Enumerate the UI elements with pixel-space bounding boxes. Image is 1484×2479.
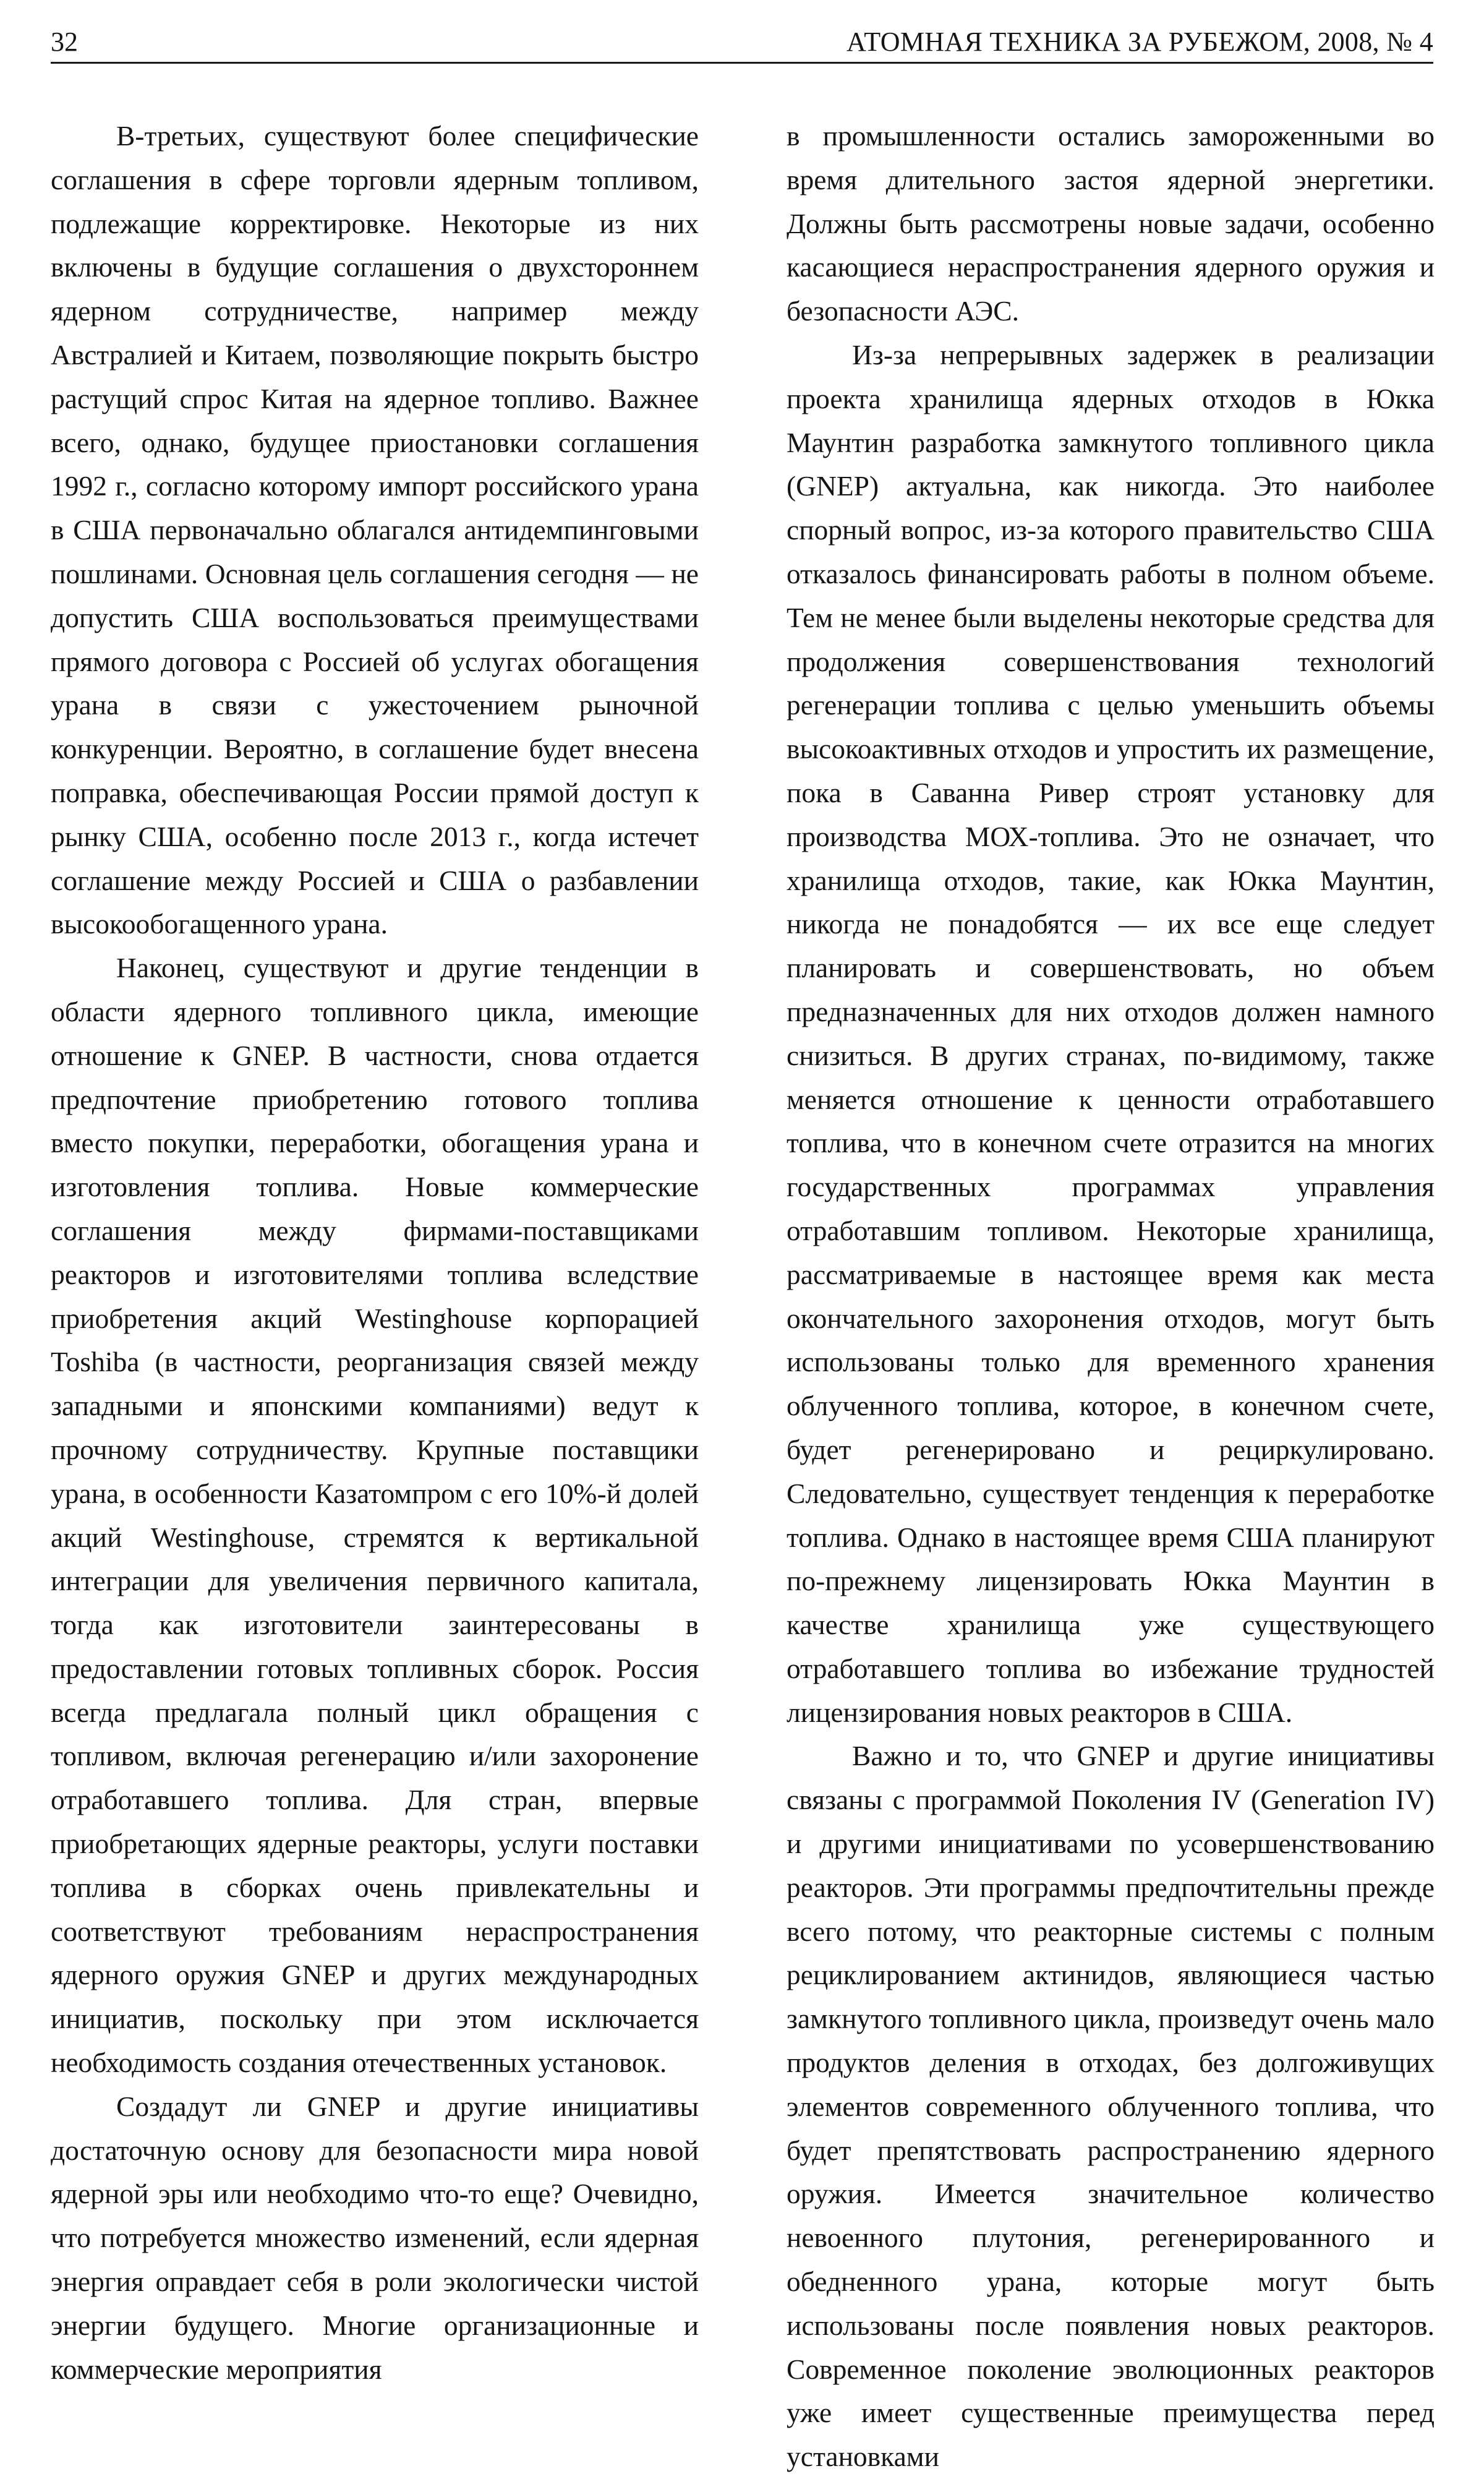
page-number: 32 — [51, 27, 78, 57]
paragraph-fuel-cycle-trends: Наконец, существуют и другие тенденции в области ядерного топливного цикла, имеющие отношение к GNEP. В частности, снова отдается предпочтение приобретению готового топлива вместо покупки, переработки, обогащения урана и изготовления топлива. Новые коммерческие соглашения между фирмами-поставщиками реакторов и изготовителями топлива вследствие приобретения акций Westinghouse корпорацией Toshiba (в частности, реорганизация связей между западными и японскими компаниями) ведут к прочному сотрудничеству. Крупные поставщики урана, в особенности Казатомпром с его 10%-й долей акций Westinghouse, стремятся к вертикальной интеграции для увеличения первичного капитала, тогда как изготовители заинтересованы в предоставлении готовых топливных сборок. Россия всегда предлагала полный цикл обращения с топливом, включая регенерацию и/или захоронение отработавшего топлива. Для стран, впервые приобретающих ядерные реакторы, услуги поставки топлива в сборках очень привлекательны и соответствуют требованиям нераспространения ядерного оружия GNEP и других международных инициатив, поскольку при этом исключается необходимость создания отечественных установок. — [51, 952, 699, 2079]
journal-reference: АТОМНАЯ ТЕХНИКА ЗА РУБЕЖОМ, 2008, № 4 — [846, 27, 1433, 57]
paragraph-third-point: В-третьих, существуют более специфические соглашения в сфере торговли ядерным топливом, подлежащие корректировке. Некоторые из них включены в будущие соглашения о двухстороннем ядерном сотрудничестве, например между Австралией и Китаем, позволяющие покрыть быстро растущий спрос Китая на ядерное топливо. Важнее всего, однако, будущее приостановки соглашения 1992 г., согласно которому импорт российского урана в США первоначально облагался антидемпинговыми пошлинами. Основная цель соглашения сегодня — не допустить США воспользоваться преимуществами прямого договора с Россией об услугах обогащения урана в связи с ужесточением рыночной конкуренции. Вероятно, в соглашение будет внесена поправка, обеспечивающая России прямой доступ к рынку США, особенно после 2013 г., когда истечет соглашение между Россией и США о разбавлении высокообогащенного урана. — [51, 120, 699, 940]
paragraph-continued: в промышленности остались замороженными во время длительного застоя ядерной энергетики. Должны быть рассмотрены новые задачи, особенно касающиеся нераспространения ядерного оружия и безопасности АЭС. — [787, 120, 1435, 327]
paragraph-yucca-mountain: Из-за непрерывных задержек в реализации проекта хранилища ядерных отходов в Юкка Маунтин разработка замкнутого топливного цикла (GNEP) актуальна, как никогда. Это наиболее спорный вопрос, из-за которого правительство США отказалось финансировать работы в полном объеме. Тем не менее были выделены некоторые средства для продолжения совершенствования технологий регенерации топлива с целью уменьшить объемы высокоактивных отходов и упростить их размещение, пока в Саванна Ривер строят установку для производства МОХ-топлива. Это не означает, что хранилища отходов, такие, как Юкка Маунтин, никогда не понадобятся — их все еще следует планировать и совершенствовать, но объем предназначенных для них отходов должен намного снизиться. В других странах, по-видимому, также меняется отношение к ценности отработавшего топлива, что в конечном счете отразится на многих государственных программах управления отработавшим топливом. Некоторые хранилища, рассматриваемые в настоящее время как места окончательного захоронения отходов, могут быть использованы только для временного хранения облученного топлива, которое, в конечном счете, будет регенерировано и рециркулировано. Следовательно, существует тенденция к переработке топлива. Однако в настоящее время США планируют по-прежнему лицензировать Юкка Маунтин в качестве хранилища уже существующего отработавшего топлива во избежание трудностей лицензирования новых реакторов в США. — [787, 338, 1435, 1728]
left-column — [51, 114, 699, 2385]
running-header — [51, 24, 1433, 64]
right-column — [787, 114, 1435, 2473]
paragraph-gnep-question: Создадут ли GNEP и другие инициативы достаточную основу для безопасности мира новой ядерной эры или необходимо что-то еще? Очевидно, что потребуется множество изменений, если ядерная энергия оправдает себя в роли экологически чистой энергии будущего. Многие организационные и коммерческие мероприятия — [51, 2090, 699, 2385]
paragraph-generation-iv: Важно и то, что GNEP и другие инициативы связаны с программой Поколения IV (Generation IV) и другими инициативами по усовершенствованию реакторов. Эти программы предпочтительны прежде всего потому, что реакторные системы с полным рециклированием актинидов, являющиеся частью замкнутого топливного цикла, произведут очень мало продуктов деления в отходах, без долгоживущих элементов современного облученного топлива, что будет препятствовать распространению ядерного оружия. Имеется значительное количество невоенного плутония, регенерированного и обедненного урана, которые могут быть использованы после появления новых реакторов. Современное поколение эволюционных реакторов уже имеет существенные преимущества перед установками — [787, 1740, 1435, 2473]
